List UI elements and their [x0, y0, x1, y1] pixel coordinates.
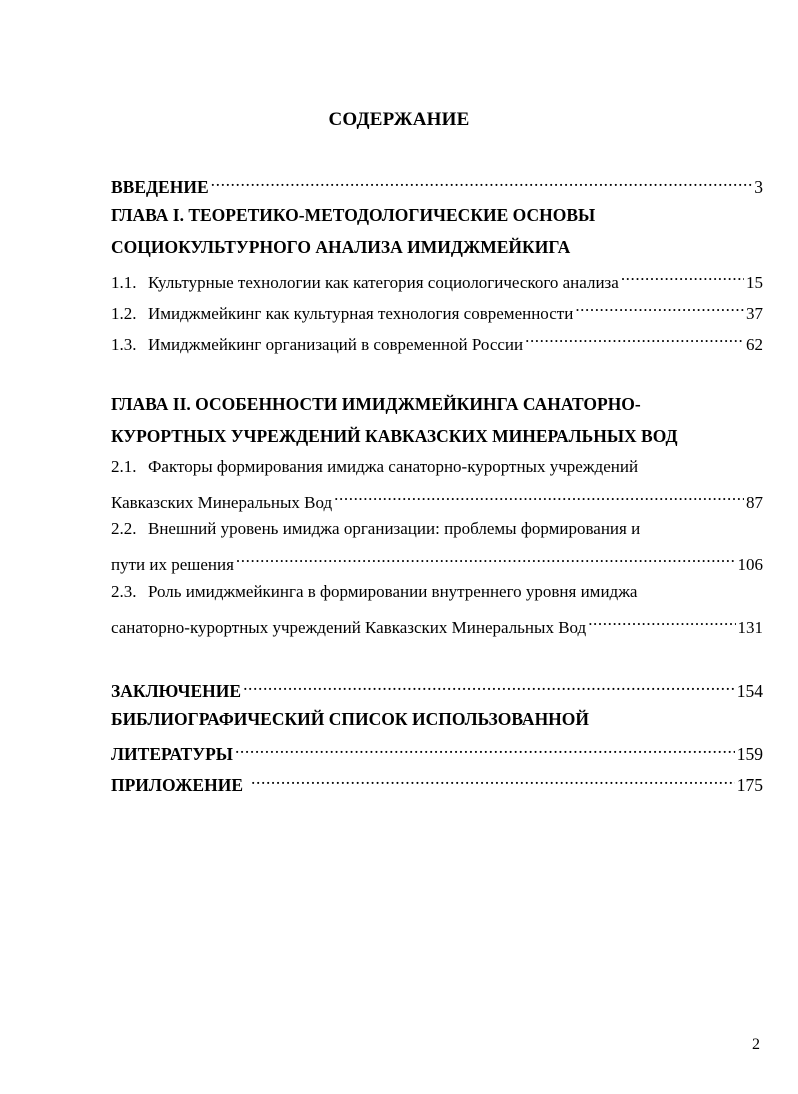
- toc-label: Культурные технологии как категория социологического анализа: [148, 273, 619, 292]
- toc-entry-2-1-line2[interactable]: [111, 488, 763, 513]
- toc-entry-1-2[interactable]: [111, 299, 763, 324]
- dot-leader: [243, 677, 735, 697]
- toc-page: 159: [736, 744, 763, 764]
- toc-label: санаторно-курортных учреждений Кавказских Минеральных Вод: [111, 618, 587, 637]
- toc-page: 175: [736, 775, 763, 795]
- toc-entry-2-2-line2[interactable]: [111, 550, 763, 575]
- toc-entry-1-3[interactable]: [111, 330, 763, 355]
- dot-leader: [588, 613, 735, 633]
- section-number: 2.3.: [111, 582, 137, 601]
- toc-label: Имиджмейкинг организаций в современной России: [148, 335, 524, 354]
- dot-leader: [334, 488, 744, 508]
- toc-page: 106: [737, 555, 763, 574]
- toc-entry-bibliography[interactable]: [111, 740, 763, 764]
- section-number: 1.3.: [111, 335, 137, 354]
- toc-label: ПРИЛОЖЕНИЕ: [111, 775, 244, 795]
- toc-entry-2-2-line1[interactable]: [111, 519, 640, 539]
- chapter1-heading-line2[interactable]: СОЦИОКУЛЬТУРНОГО АНАЛИЗА ИМИДЖМЕЙКИГА: [111, 237, 571, 257]
- page-title: СОДЕРЖАНИЕ: [328, 109, 470, 130]
- chapter1-heading-line1[interactable]: ГЛАВА I. ТЕОРЕТИКО-МЕТОДОЛОГИЧЕСКИЕ ОСНОВЫ: [111, 205, 596, 225]
- bibliography-heading-line1[interactable]: БИБЛИОГРАФИЧЕСКИЙ СПИСОК ИСПОЛЬЗОВАННОЙ: [111, 709, 590, 729]
- toc-page: 131: [737, 618, 763, 637]
- section-number: 1.2.: [111, 304, 137, 323]
- toc-label: Имиджмейкинг как культурная технология современности: [148, 304, 574, 323]
- toc-label: Факторы формирования имиджа санаторно-курортных учреждений: [148, 457, 639, 476]
- chapter2-heading-line1[interactable]: ГЛАВА II. ОСОБЕННОСТИ ИМИДЖМЕЙКИНГА САНАТОРНО-: [111, 394, 641, 414]
- chapter2-heading-line2[interactable]: КУРОРТНЫХ УЧРЕЖДЕНИЙ КАВКАЗСКИХ МИНЕРАЛЬНЫХ ВОД: [111, 426, 678, 446]
- toc-entry-2-1-line1[interactable]: [111, 457, 638, 477]
- toc-page: 15: [746, 273, 763, 292]
- toc-page: 3: [754, 177, 763, 197]
- toc-page: 87: [746, 493, 763, 512]
- toc-label: ЗАКЛЮЧЕНИЕ: [111, 681, 242, 701]
- toc-page: 154: [736, 681, 763, 701]
- dot-leader: [525, 330, 744, 350]
- section-number: 2.2.: [111, 519, 137, 538]
- toc-entry-conclusion[interactable]: [111, 677, 763, 701]
- toc-label: Кавказских Минеральных Вод: [111, 493, 333, 512]
- toc-label: Роль имиджмейкинга в формировании внутреннего уровня имиджа: [148, 582, 638, 601]
- toc-entry-appendix[interactable]: [111, 771, 763, 795]
- toc-page: 37: [746, 304, 763, 323]
- toc-label: Внешний уровень имиджа организации: проблемы формирования и: [148, 519, 641, 538]
- toc-entry-introduction[interactable]: [111, 173, 763, 197]
- toc-page: 62: [746, 335, 763, 354]
- dot-leader: [236, 550, 736, 570]
- dot-leader: [251, 771, 735, 791]
- dot-leader: [575, 299, 744, 319]
- toc-entry-2-3-line2[interactable]: [111, 613, 763, 638]
- section-number: 1.1.: [111, 273, 137, 292]
- toc-entry-2-3-line1[interactable]: [111, 582, 637, 602]
- section-number: 2.1.: [111, 457, 137, 476]
- dot-leader: [621, 268, 744, 288]
- toc-label: ВВЕДЕНИЕ: [111, 177, 209, 197]
- toc-label: пути их решения: [111, 555, 234, 574]
- toc-entry-1-1[interactable]: [111, 268, 763, 293]
- dot-leader: [211, 173, 753, 193]
- page-number: 2: [752, 1036, 760, 1053]
- dot-leader: [235, 740, 735, 760]
- toc-label: ЛИТЕРАТУРЫ: [111, 744, 233, 764]
